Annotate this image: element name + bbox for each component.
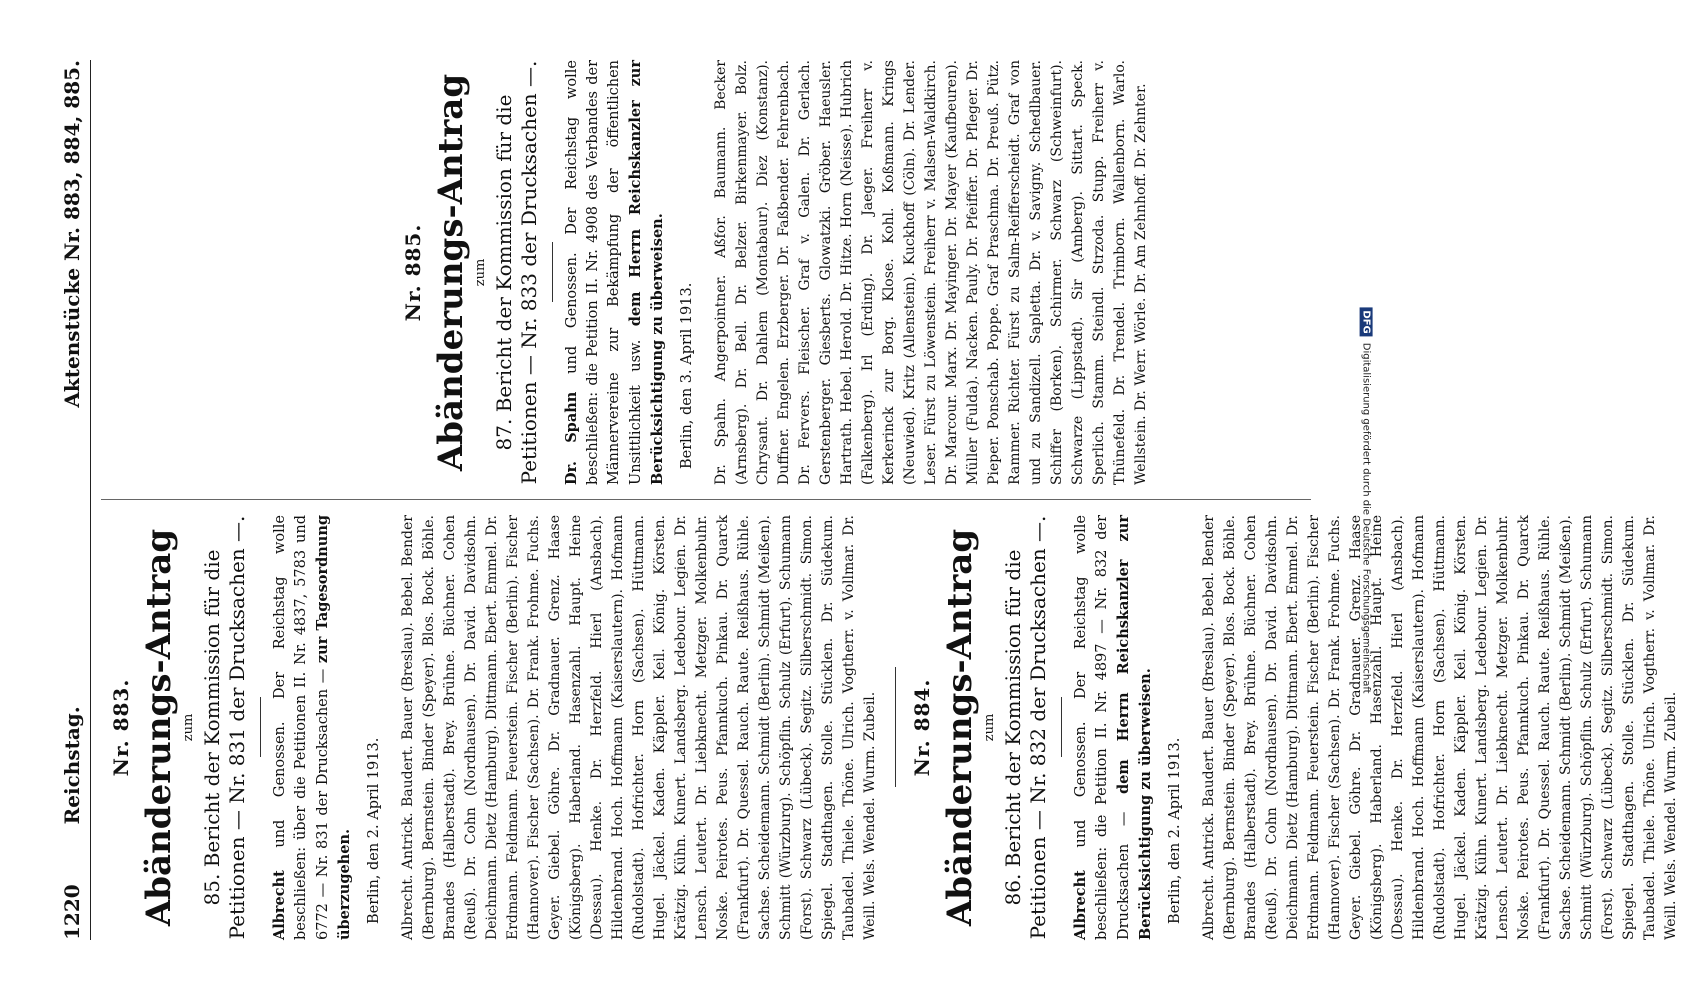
- document-date: Berlin, den 2. April 1913.: [366, 737, 383, 924]
- document-883: [109, 515, 881, 940]
- document-zum: zum: [982, 713, 998, 742]
- document-subject: 87. Bericht der Kommission für die Petitionen — Nr. 833 der Drucksachen —.: [492, 60, 541, 485]
- document-zum: zum: [473, 258, 488, 287]
- document-number: Nr. 885.: [401, 223, 425, 322]
- document-title: Abänderungs-Antrag: [940, 528, 981, 927]
- document-date: Berlin, den 2. April 1913.: [1167, 737, 1184, 924]
- divider: [260, 698, 261, 758]
- proposal: [561, 60, 669, 485]
- running-head: [60, 60, 84, 824]
- document-885: [401, 60, 1152, 485]
- running-head-left: Reichstag.: [60, 706, 84, 825]
- document-number: Nr. 883.: [109, 678, 133, 777]
- proposer-name: Albrecht: [271, 870, 288, 940]
- section-divider: [895, 668, 896, 788]
- right-column: [101, 60, 1682, 485]
- signatories: Albrecht. Antrick. Baudert. Bauer (Breslau). Bebel. Bender (Bernburg). Bernstein. Binder (Speyer). Blos. Bock. Böhle. Brandes (Halberstadt). Brey. Brühne. Büchner. Cohen (Reuß). Dr. Cohn (Nordhausen). Dr. David. Davidsohn. Deichmann. Dietz (Hamburg). Dittmann. Ebert. Emmel. Dr. Erdmann. Feldmann. Feuerstein. Fischer (Berlin). Fischer (Hannover). Fischer (Sachsen). Dr. Frank. Frohme. Fuchs. Geyer. Giebel. Göhre. Dr. Gradnauer. Grenz. Haase (Königsberg). Haberland. Hasenzahl. Haupt. Heine (Dessau). Henke. Dr. Herzfeld. Hierl (Ansbach). Hildenbrand. Hoch. Hoffmann (Kaiserslautern). Hofmann (Rudolstadt). Hofrichter. Horn (Sachsen). Hüttmann. Hugel. Jäckel. Kaden. Käppler. Keil. König. Körsten. Krätzig. Kühn. Kunert. Landsberg. Ledebour. Legien. Dr. Lensch. Leutert. Dr. Liebknecht. Metzger. Molkenbuhr. Noske. Peirotes. Peus. Pfannkuch. Pinkau. Dr. Quarck (Frankfurt). Dr. Quessel. Rauch. Raute. Reißhaus. Rühle. Sachse. Scheidemann. Schmidt (Berlin). Schmidt (Meißen). Schmitt (Würzburg). Schöpflin. Schulz (Erfurt). Schumann (Forst). Schwarz (Lübeck). Segitz. Silberschmidt. Simon. Spiegel. Stadthagen. Stolle. Stücklen. Dr. Südekum. Taubadel. Thiele. Thöne. Ulrich. Vogtherr. v. Vollmar. Dr. Weill. Wels. Wendel. Wurm. Zubeil.: [400, 515, 879, 940]
- divider: [1061, 698, 1062, 758]
- document-884: [910, 515, 1682, 940]
- dfg-credit-text: Digitalisierung gefördert durch die Deutsche Forschungsgemeinschaft: [1360, 342, 1372, 694]
- document-number: Nr. 884.: [910, 678, 935, 777]
- dfg-watermark: [1357, 12, 1375, 988]
- running-head-right: Aktenstücke Nr. 883, 884, 885.: [60, 60, 84, 408]
- document-date: Berlin, den 3. April 1913.: [679, 282, 696, 469]
- signatories: Dr. Spahn. Angerpointner. Aßfor. Baumann. Becker (Arnsberg). Dr. Bell. Dr. Belzer. Birkenmayer. Bolz. Chrysant. Dr. Dahlem (Montabaur). Diez (Konstanz). Duffner. Engelen. Erzberger. Dr. Faßbender. Fehrenbach. Dr. Fervers. Fleischer. Graf v. Galen. Dr. Gerlach. Gerstenberger. Giesberts. Glowatzki. Gröber. Haeusler. Hartrath. Hebel. Herold. Dr. Hitze. Horn (Neisse). Hubrich (Falkenberg). Irl (Erding). Dr. Jaeger. Freiherr v. Kerkerinck zur Borg. Klose. Kohl. Koßmann. Krings (Neuwied). Kritz (Allenstein). Kuckhoff (Cöln). Dr. Lender. Leser. Fürst zu Löwenstein. Freiherr v. Malsen-Waldkirch. Dr. Marcour. Marx. Dr. Mayinger. Dr. Mayer (Kaufbeuren). Müller (Fulda). Nacken. Pauly. Dr. Pfeiffer. Dr. Pfleger. Dr. Pieper. Ponschab. Poppe. Graf Praschma. Dr. Preuß. Pütz. Rammer. Richter. Fürst zu Salm-Reifferscheidt. Graf von und zu Sandizell. Sapletta. Dr. v. Savigny. Schedlbauer. Schiffer (Borken). Schirmer. Schwarz (Schweinfurt). Schwarze (Lippstadt). Sir (Amberg). Sittart. Speck. Sperlich. Stamm. Steindl. Strzoda. Stupp. Freiherr v. Thünefeld. Dr. Trendel. Trimborn. Wallenborn. Warlo. Wellstein. Dr. Werr. Wörle. Dr. Am Zehnhoff. Dr. Zehnter.: [713, 60, 1150, 485]
- signatories: Albrecht. Antrick. Baudert. Bauer (Breslau). Bebel. Bender (Bernburg). Bernstein. Binder (Speyer). Blos. Bock. Böhle. Brandes (Halberstadt). Brey. Brühne. Büchner. Cohen (Reuß). Dr. Cohn (Nordhausen). Dr. David. Davidsohn. Deichmann. Dietz (Hamburg). Dittmann. Ebert. Emmel. Dr. Erdmann. Feldmann. Feuerstein. Fischer (Berlin). Fischer (Hannover). Fischer (Sachsen). Dr. Frank. Frohme. Fuchs. Geyer. Giebel. Göhre. Dr. Gradnauer. Grenz. Haase (Königsberg). Haberland. Hasenzahl. Haupt. Heine (Dessau). Henke. Dr. Herzfeld. Hierl (Ansbach). Hildenbrand. Hoch. Hoffmann (Kaiserslautern). Hofmann (Rudolstadt). Hofrichter. Horn (Sachsen). Hüttmann. Hugel. Jäckel. Kaden. Käppler. Keil. König. Körsten. Krätzig. Kühn. Kunert. Landsberg. Ledebour. Legien. Dr. Lensch. Leutert. Dr. Liebknecht. Metzger. Molkenbuhr. Noske. Peirotes. Peus. Pfannkuch. Pinkau. Dr. Quarck (Frankfurt). Dr. Quessel. Rauch. Raute. Reißhaus. Rühle. Sachse. Scheidemann. Schmidt (Berlin). Schmidt (Meißen). Schmitt (Würzburg). Schöpflin. Schulz (Erfurt). Schumann (Forst). Schwarz (Lübeck). Segitz. Silberschmidt. Simon. Spiegel. Stadthagen. Stolle. Stücklen. Dr. Südekum. Taubadel. Thiele. Thöne. Ulrich. Vogtherr. v. Vollmar. Dr. Weill. Wels. Wendel. Wurm. Zubeil.: [1201, 515, 1680, 940]
- proposal: [1070, 515, 1157, 940]
- document-zum: zum: [181, 713, 196, 742]
- proposal-text: und Genossen. Der Reichstag wolle beschließen: die Petition II. Nr. 4897 — Nr. 832 der Drucksachen —: [1073, 514, 1133, 940]
- proposal-resolution: dem Herrn Reichskanzler zur Berücksichtigung zu überweisen.: [1115, 515, 1155, 940]
- document-title: Abänderungs-Antrag: [431, 73, 471, 472]
- proposal-text: und Genossen. Der Reichstag wolle beschließen: die Petition II. Nr. 4908 des Verbandes der Männervereine zur Bekämpfung der öffentlichen Unsittlichkeit usw.: [564, 59, 645, 485]
- proposer-name: Albrecht: [1072, 870, 1090, 940]
- proposal: [269, 515, 356, 940]
- divider: [552, 243, 553, 303]
- proposal-resolution: zur Tagesordnung überzugehen.: [314, 515, 354, 940]
- document-subject: 86. Bericht der Kommission für die Petitionen — Nr. 832 der Drucksachen —.: [1001, 515, 1051, 940]
- document-title: Abänderungs-Antrag: [139, 528, 179, 927]
- proposer-name: Dr. Spahn: [563, 391, 580, 485]
- proposal-resolution: dem Herrn Reichskanzler zur Berücksichtigung zu überweisen.: [627, 60, 667, 485]
- dfg-logo: DFG: [1360, 307, 1373, 336]
- document-subject: 85. Bericht der Kommission für die Petitionen — Nr. 831 der Drucksachen —.: [200, 515, 249, 940]
- left-column: [101, 515, 1682, 940]
- proposal-text: und Genossen. Der Reichstag wolle beschließen: über die Petitionen II. Nr. 4837, 5783 und 6772 — Nr. 831 der Drucksachen —: [272, 514, 332, 940]
- page-header: [60, 60, 91, 940]
- page-number: 1220: [60, 884, 84, 940]
